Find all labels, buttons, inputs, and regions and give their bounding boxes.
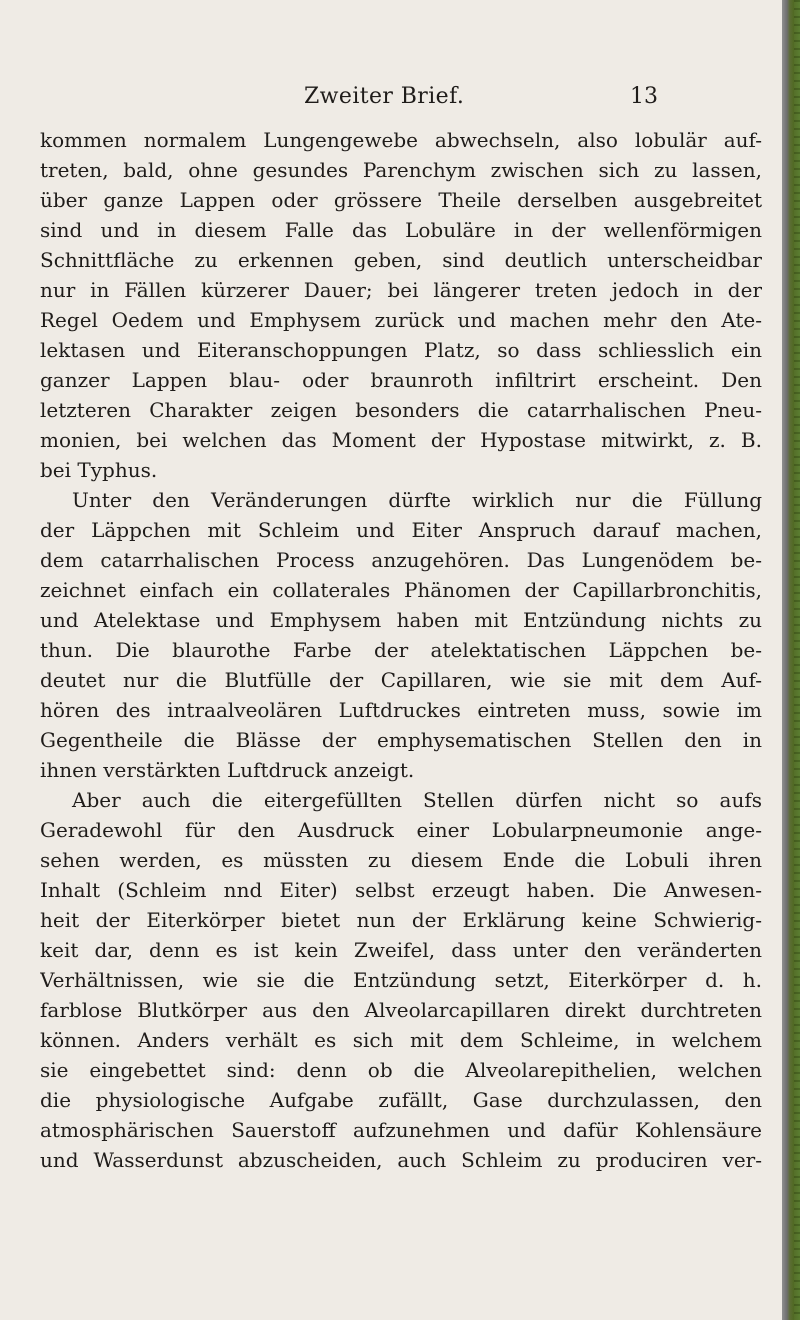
text-line: sie eingebettet sind: denn ob die Alveolarepithelien, welchen bbox=[40, 1058, 762, 1082]
text-line: treten, bald, ohne gesundes Parenchym zwischen sich zu lassen, bbox=[40, 158, 762, 182]
running-head: Zweiter Brief. bbox=[304, 84, 465, 109]
text-line: hören des intraalveolären Luftdruckes eintreten muss, sowie im bbox=[40, 698, 762, 722]
text-line: ganzer Lappen blau- oder braunroth infiltrirt erscheint. Den bbox=[40, 368, 762, 392]
text-line: lektasen und Eiteranschoppungen Platz, so dass schliesslich ein bbox=[40, 338, 762, 362]
text-line: kommen normalem Lungengewebe abwechseln, also lobulär auf- bbox=[40, 128, 762, 152]
text-line: zeichnet einfach ein collaterales Phänomen der Capillarbronchitis, bbox=[40, 578, 762, 602]
body-text bbox=[40, 125, 762, 1175]
text-line: können. Anders verhält es sich mit dem Schleime, in welchem bbox=[40, 1028, 762, 1052]
text-line: Inhalt (Schleim nnd Eiter) selbst erzeugt haben. Die Anwesen- bbox=[40, 878, 762, 902]
text-line: thun. Die blaurothe Farbe der atelektatischen Läppchen be- bbox=[40, 638, 762, 662]
text-line: nur in Fällen kürzerer Dauer; bei längerer treten jedoch in der bbox=[40, 278, 762, 302]
text-line: sehen werden, es müssten zu diesem Ende die Lobuli ihren bbox=[40, 848, 762, 872]
text-line: farblose Blutkörper aus den Alveolarcapillaren direkt durchtreten bbox=[40, 998, 762, 1022]
text-line: keit dar, denn es ist kein Zweifel, dass unter den veränderten bbox=[40, 938, 762, 962]
text-line: sind und in diesem Falle das Lobuläre in der wellenförmigen bbox=[40, 218, 762, 242]
text-line: Aber auch die eitergefüllten Stellen dürfen nicht so aufs bbox=[72, 788, 762, 812]
text-line: monien, bei welchen das Moment der Hypostase mitwirkt, z. B. bbox=[40, 428, 762, 452]
text-line: Geradewohl für den Ausdruck einer Lobularpneumonie ange- bbox=[40, 818, 762, 842]
text-line: dem catarrhalischen Process anzugehören. Das Lungenödem be- bbox=[40, 548, 762, 572]
page-header bbox=[0, 80, 782, 116]
text-line: Regel Oedem und Emphysem zurück und machen mehr den Ate- bbox=[40, 308, 762, 332]
text-line: und Wasserdunst abzuscheiden, auch Schleim zu produciren ver- bbox=[40, 1148, 762, 1172]
text-line: Verhältnissen, wie sie die Entzündung setzt, Eiterkörper d. h. bbox=[40, 968, 762, 992]
text-line: Schnittfläche zu erkennen geben, sind deutlich unterscheidbar bbox=[40, 248, 762, 272]
page-number: 13 bbox=[630, 84, 658, 109]
text-line: über ganze Lappen oder grössere Theile derselben ausgebreitet bbox=[40, 188, 762, 212]
text-line: und Atelektase und Emphysem haben mit Entzündung nichts zu bbox=[40, 608, 762, 632]
text-line: heit der Eiterkörper bietet nun der Erklärung keine Schwierig- bbox=[40, 908, 762, 932]
text-line: atmosphärischen Sauerstoff aufzunehmen und dafür Kohlensäure bbox=[40, 1118, 762, 1142]
text-line: Unter den Veränderungen dürfte wirklich nur die Füllung bbox=[72, 488, 762, 512]
text-line: deutet nur die Blutfülle der Capillaren, wie sie mit dem Auf- bbox=[40, 668, 762, 692]
text-line: die physiologische Aufgabe zufällt, Gase durchzulassen, den bbox=[40, 1088, 762, 1112]
text-line: ihnen verstärkten Luftdruck anzeigt. bbox=[40, 758, 415, 782]
text-line: der Läppchen mit Schleim und Eiter Anspruch darauf machen, bbox=[40, 518, 762, 542]
text-line: bei Typhus. bbox=[40, 458, 158, 482]
text-line: letzteren Charakter zeigen besonders die catarrhalischen Pneu- bbox=[40, 398, 762, 422]
text-line: Gegentheile die Blässe der emphysematischen Stellen den in bbox=[40, 728, 762, 752]
book-edge-strip bbox=[782, 0, 800, 1320]
